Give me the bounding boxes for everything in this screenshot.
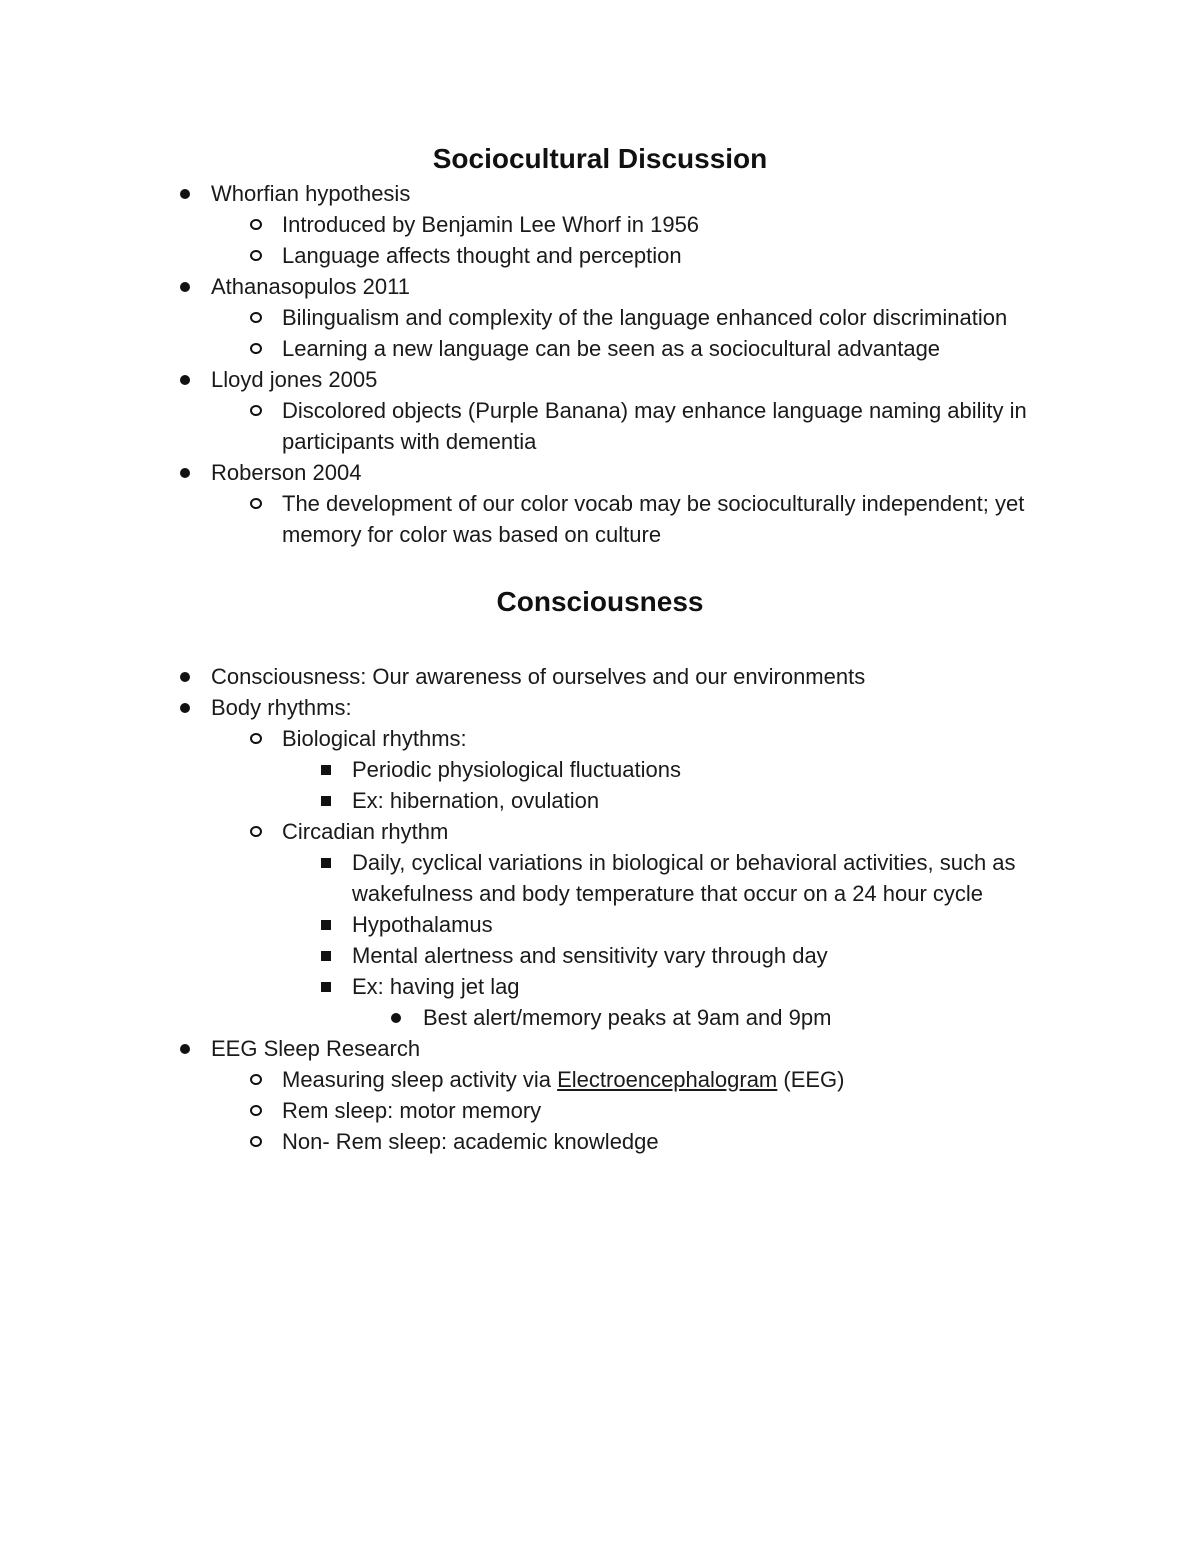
list-item-text: Best alert/memory peaks at 9am and 9pm	[423, 1005, 832, 1030]
bullet-ring-icon	[246, 723, 266, 754]
list-item	[0, 909, 1042, 940]
list-item	[0, 816, 1072, 847]
list-item	[0, 457, 1200, 488]
list-item-text: Ex: having jet lag	[352, 974, 520, 999]
list-item	[0, 754, 1042, 785]
bullet-ring-icon	[246, 816, 266, 847]
list-item	[0, 364, 1200, 395]
list-item	[0, 240, 1072, 271]
list-item-text: Learning a new language can be seen as a sociocultural advantage	[282, 336, 941, 361]
list-item	[0, 661, 1200, 692]
list-item	[0, 1126, 1072, 1157]
list-item	[0, 395, 1072, 457]
list-item-text: Daily, cyclical variations in biological or behavioral activities, such as wakefulness and body temperature that occur on a 24 hour cycle	[352, 850, 1016, 906]
underlined-term: Electroencephalogram	[557, 1067, 778, 1092]
bullet-square-icon	[316, 847, 336, 878]
list-item	[0, 271, 1200, 302]
bullet-square-icon	[316, 785, 336, 816]
bullet-dot-icon	[175, 692, 195, 723]
list-item-text: Discolored objects (Purple Banana) may enhance language naming ability in participants with dementia	[282, 398, 1027, 454]
list-item	[0, 847, 1042, 909]
bullet-ring-icon	[246, 488, 266, 519]
bullet-dot-icon	[175, 271, 195, 302]
bullet-square-icon	[316, 940, 336, 971]
bullet-dot-icon	[175, 1033, 195, 1064]
list-item	[0, 1095, 1072, 1126]
bullet-ring-icon	[246, 1064, 266, 1095]
list-item-text: Rem sleep: motor memory	[282, 1098, 542, 1123]
section-title-sociocultural: Sociocultural Discussion	[432, 143, 768, 174]
list-item	[0, 692, 1200, 723]
list-item	[0, 178, 1200, 209]
list-item	[0, 302, 1072, 333]
bullet-dot-icon	[175, 178, 195, 209]
consciousness-list	[0, 661, 1200, 1157]
list-item	[0, 971, 1042, 1002]
section-title-consciousness: Consciousness	[496, 586, 704, 617]
list-item-text: Introduced by Benjamin Lee Whorf in 1956	[282, 212, 700, 237]
bullet-dot-icon	[175, 364, 195, 395]
list-item-text: EEG Sleep Research	[211, 1036, 421, 1061]
list-item	[0, 333, 1072, 364]
list-item-text: Periodic physiological fluctuations	[352, 757, 681, 782]
bullet-dot-icon	[386, 1002, 406, 1033]
list-item-text: Mental alertness and sensitivity vary through day	[352, 943, 828, 968]
list-item	[0, 1033, 1200, 1064]
bullet-dot-icon	[175, 457, 195, 488]
list-item-text: Biological rhythms:	[282, 726, 467, 751]
sociocultural-list	[0, 178, 1200, 550]
list-item-text: Whorfian hypothesis	[211, 181, 411, 206]
bullet-ring-icon	[246, 209, 266, 240]
bullet-ring-icon	[246, 1095, 266, 1126]
list-item	[0, 488, 1072, 550]
bullet-square-icon	[316, 971, 336, 1002]
list-item-text: Athanasopulos 2011	[211, 274, 410, 299]
bullet-square-icon	[316, 909, 336, 940]
list-item	[0, 785, 1042, 816]
list-item	[0, 209, 1072, 240]
list-item-text: Hypothalamus	[352, 912, 493, 937]
list-item-text: Measuring sleep activity via	[282, 1067, 558, 1092]
list-item	[0, 1064, 1072, 1095]
list-item-text: (EEG)	[777, 1067, 845, 1092]
bullet-ring-icon	[246, 333, 266, 364]
list-item-text: Language affects thought and perception	[282, 243, 682, 268]
list-item	[0, 1002, 1063, 1033]
list-item-text: Bilingualism and complexity of the language enhanced color discrimination	[282, 305, 1008, 330]
bullet-ring-icon	[246, 1126, 266, 1157]
list-item	[0, 940, 1042, 971]
bullet-square-icon	[316, 754, 336, 785]
bullet-ring-icon	[246, 240, 266, 271]
list-item-text: Circadian rhythm	[282, 819, 449, 844]
bullet-dot-icon	[175, 661, 195, 692]
list-item-text: Body rhythms:	[211, 695, 352, 720]
list-item-text: Consciousness: Our awareness of ourselves and our environments	[211, 664, 866, 689]
bullet-ring-icon	[246, 395, 266, 426]
list-item	[0, 723, 1072, 754]
list-item-text: Lloyd jones 2005	[211, 367, 378, 392]
list-item-text: Roberson 2004	[211, 460, 362, 485]
list-item-text: Non- Rem sleep: academic knowledge	[282, 1129, 659, 1154]
list-item-text: Ex: hibernation, ovulation	[352, 788, 600, 813]
list-item-text: The development of our color vocab may be socioculturally independent; yet memory for color was based on culture	[282, 491, 1025, 547]
bullet-ring-icon	[246, 302, 266, 333]
